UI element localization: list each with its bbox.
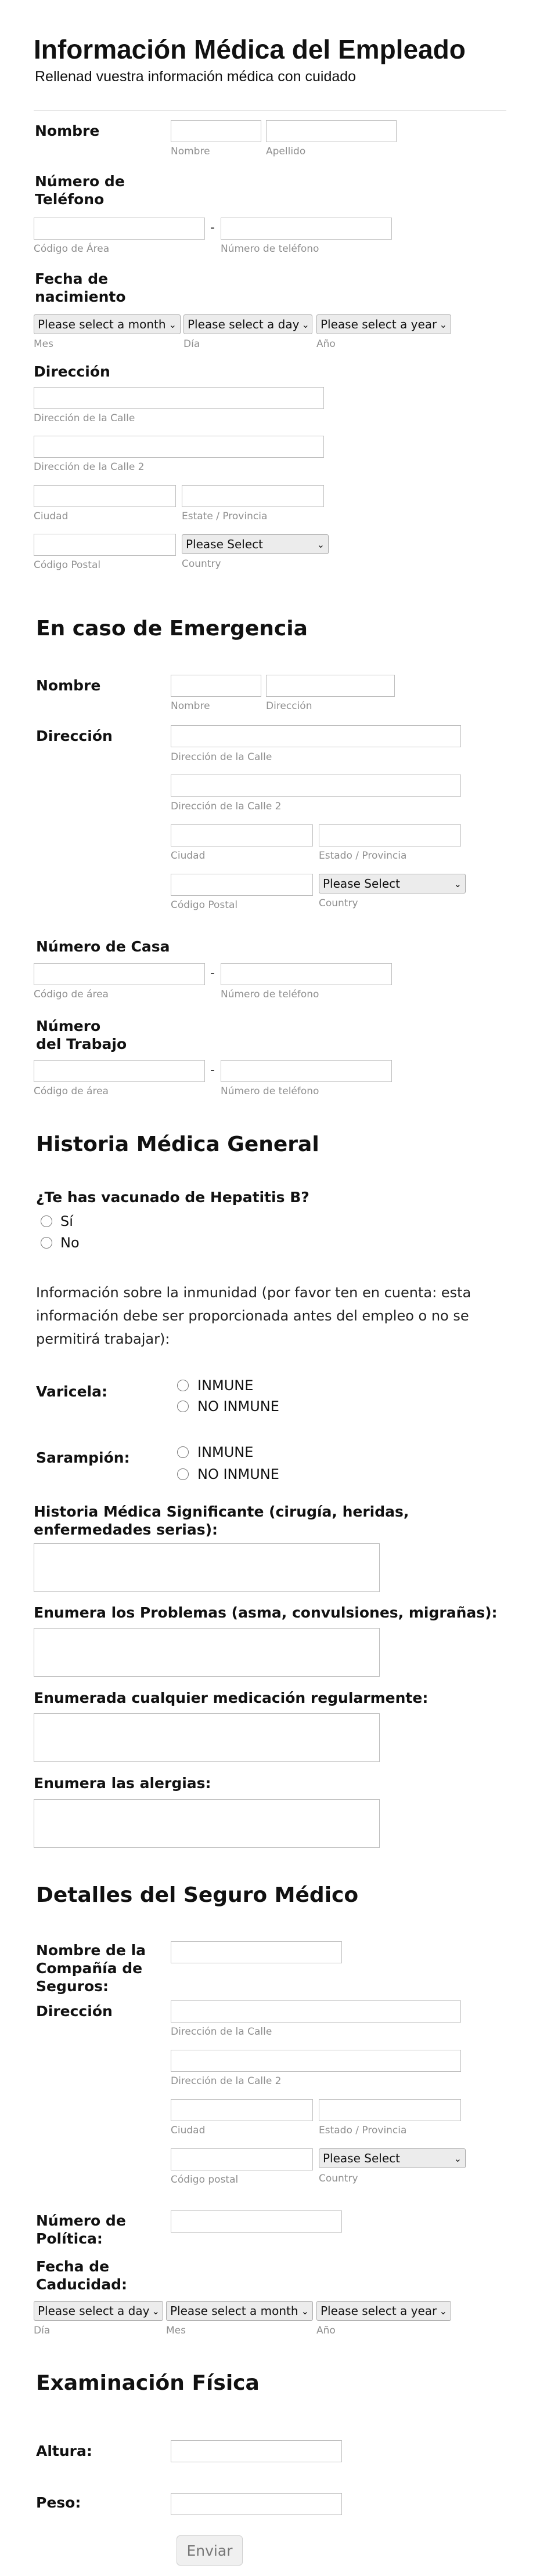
expiry-month-select[interactable]	[166, 2301, 313, 2321]
sarampion-not-immune-radio[interactable]	[177, 1468, 189, 1480]
insurance-postal-input[interactable]	[171, 2148, 313, 2170]
dob-year-sublabel: Año	[316, 338, 336, 350]
page-subtitle: Rellenad vuestra información médica con cuidado	[35, 68, 357, 85]
allergies-textarea[interactable]	[34, 1799, 380, 1848]
emergency-state-sublabel: Estado / Provincia	[319, 850, 407, 862]
dob-day-value: Please select a day	[188, 317, 300, 331]
phone-number-input[interactable]	[221, 218, 392, 240]
height-label: Altura:	[36, 2443, 92, 2459]
header-divider	[34, 110, 506, 111]
last-name-input[interactable]	[266, 120, 397, 142]
home-number-sublabel: Número de teléfono	[221, 989, 319, 1000]
country-sublabel: Country	[182, 558, 221, 570]
problems-label: Enumera los Problemas (asma, convulsiones, migrañas):	[34, 1604, 498, 1621]
allergies-label: Enumera las alergias:	[34, 1775, 211, 1792]
phone-number-sublabel: Número de teléfono	[221, 243, 319, 255]
sarampion-label: Sarampión:	[36, 1449, 130, 1466]
insurance-country-sublabel: Country	[319, 2173, 358, 2184]
weight-input[interactable]	[171, 2493, 342, 2515]
significant-history-label: Historia Médica Significante (cirugía, heridas, enfermedades serias):	[34, 1503, 409, 1538]
emergency-name-sublabel: Nombre	[171, 700, 210, 712]
insurance-city-input[interactable]	[171, 2099, 313, 2121]
phone-label: Número de Teléfono	[35, 173, 125, 208]
page-title: Información Médica del Empleado	[34, 34, 466, 64]
emergency-state-input[interactable]	[319, 824, 461, 846]
varicela-not-immune-radio[interactable]	[177, 1401, 189, 1412]
height-input[interactable]	[171, 2440, 342, 2462]
chevron-down-icon: ⌄	[453, 2152, 462, 2164]
emergency-name-label: Nombre	[36, 677, 101, 694]
varicela-immune-label: INMUNE	[197, 1377, 254, 1394]
insurance-city-sublabel: Ciudad	[171, 2125, 206, 2136]
insurance-postal-sublabel: Código postal	[171, 2174, 239, 2186]
chevron-down-icon: ⌄	[301, 2305, 309, 2317]
country-select[interactable]	[182, 534, 329, 554]
insurance-state-input[interactable]	[319, 2099, 461, 2121]
emergency-country-select[interactable]	[319, 874, 466, 893]
work-number-input[interactable]	[221, 1060, 392, 1082]
work-number-sublabel: Número de teléfono	[221, 1086, 319, 1097]
history-heading: Historia Médica General	[36, 1133, 319, 1156]
emergency-country-sublabel: Country	[319, 898, 358, 909]
insurance-company-input[interactable]	[171, 1941, 342, 1963]
home-area-code-sublabel: Código de área	[34, 989, 109, 1000]
last-name-sublabel: Apellido	[266, 146, 306, 157]
sarampion-immune-radio[interactable]	[177, 1446, 189, 1458]
expiry-year-sublabel: Año	[316, 2325, 336, 2336]
dob-year-value: Please select a year	[321, 317, 437, 331]
expiry-year-select[interactable]	[316, 2301, 451, 2321]
weight-label: Peso:	[36, 2494, 81, 2511]
emergency-address-inline-sublabel: Dirección	[266, 700, 312, 712]
expiry-day-select[interactable]	[34, 2301, 163, 2321]
hepatitis-question: ¿Te has vacunado de Hepatitis B?	[36, 1189, 309, 1206]
emergency-heading: En caso de Emergencia	[36, 617, 308, 641]
emergency-street-sublabel: Dirección de la Calle	[171, 751, 272, 763]
expiry-year-value: Please select a year	[321, 2304, 437, 2318]
dob-day-sublabel: Día	[183, 338, 200, 350]
expiry-month-value: Please select a month	[170, 2304, 298, 2318]
emergency-name-input[interactable]	[171, 675, 261, 697]
emergency-street2-sublabel: Dirección de la Calle 2	[171, 801, 282, 812]
insurance-country-value: Please Select	[323, 2151, 400, 2165]
hepatitis-no-radio[interactable]	[41, 1237, 52, 1249]
insurance-country-select[interactable]	[319, 2148, 466, 2168]
state-sublabel: Estate / Provincia	[182, 511, 268, 522]
chevron-down-icon: ⌄	[453, 878, 462, 889]
emergency-address-label: Dirección	[36, 728, 113, 744]
chevron-down-icon: ⌄	[439, 2305, 447, 2317]
home-phone-dash: -	[210, 966, 215, 981]
phone-area-code-sublabel: Código de Área	[34, 243, 110, 255]
city-input[interactable]	[34, 485, 176, 507]
dob-month-select[interactable]	[34, 314, 181, 334]
emergency-city-sublabel: Ciudad	[171, 850, 206, 862]
street-sublabel: Dirección de la Calle	[34, 413, 135, 424]
chevron-down-icon: ⌄	[168, 319, 177, 330]
insurance-street-sublabel: Dirección de la Calle	[171, 2026, 272, 2038]
policy-number-input[interactable]	[171, 2210, 342, 2233]
address-label: Dirección	[34, 363, 110, 380]
insurance-company-label: Nombre de la Compañía de Seguros:	[36, 1942, 146, 1995]
home-area-code-input[interactable]	[34, 963, 205, 985]
dob-month-sublabel: Mes	[34, 338, 53, 350]
expiry-date-label: Fecha de Caducidad:	[36, 2258, 127, 2293]
chevron-down-icon: ⌄	[301, 319, 309, 330]
chevron-down-icon: ⌄	[439, 319, 447, 330]
chevron-down-icon: ⌄	[316, 538, 325, 550]
street2-input[interactable]	[34, 436, 324, 458]
expiry-month-sublabel: Mes	[166, 2325, 186, 2336]
country-value: Please Select	[186, 537, 263, 551]
exam-heading: Examinación Física	[36, 2371, 260, 2395]
problems-textarea[interactable]	[34, 1628, 380, 1677]
policy-number-label: Número de Política:	[36, 2212, 126, 2247]
emergency-street2-input[interactable]	[171, 775, 461, 797]
varicela-immune-radio[interactable]	[177, 1380, 189, 1391]
varicela-not-immune-label: NO INMUNE	[197, 1398, 279, 1414]
immunity-info-text: Información sobre la inmunidad (por favor ten en cuenta: esta información debe ser proporcionada antes del empleo o no se permitirá trabajar):	[36, 1285, 471, 1347]
home-number-input[interactable]	[221, 963, 392, 985]
dob-day-select[interactable]	[183, 314, 312, 334]
varicela-label: Varicela:	[36, 1383, 107, 1400]
insurance-heading: Detalles del Seguro Médico	[36, 1883, 359, 1907]
emergency-address-inline-input[interactable]	[266, 675, 395, 697]
work-phone-dash: -	[210, 1063, 215, 1077]
postal-input[interactable]	[34, 534, 176, 556]
chevron-down-icon: ⌄	[152, 2305, 160, 2317]
work-area-code-input[interactable]	[34, 1060, 205, 1082]
emergency-country-value: Please Select	[323, 877, 400, 891]
state-input[interactable]	[182, 485, 324, 507]
medication-textarea[interactable]	[34, 1713, 380, 1762]
hepatitis-yes-radio[interactable]	[41, 1215, 52, 1227]
hepatitis-yes-label: Sí	[60, 1213, 73, 1229]
insurance-street2-input[interactable]	[171, 2050, 461, 2072]
insurance-street2-sublabel: Dirección de la Calle 2	[171, 2075, 282, 2087]
insurance-state-sublabel: Estado / Provincia	[319, 2125, 407, 2136]
insurance-address-label: Dirección	[36, 2003, 113, 2020]
postal-sublabel: Código Postal	[34, 559, 101, 571]
submit-button[interactable]: Enviar	[177, 2535, 243, 2566]
sarampion-immune-label: INMUNE	[197, 1444, 254, 1460]
street2-sublabel: Dirección de la Calle 2	[34, 461, 145, 473]
work-phone-label: Número del Trabajo	[36, 1018, 127, 1052]
significant-history-textarea[interactable]	[34, 1543, 380, 1592]
dob-year-select[interactable]	[316, 314, 451, 334]
phone-dash: -	[210, 220, 215, 235]
emergency-postal-sublabel: Código Postal	[171, 899, 238, 911]
work-area-code-sublabel: Código de área	[34, 1086, 109, 1097]
street-input[interactable]	[34, 387, 324, 409]
hepatitis-no-label: No	[60, 1235, 80, 1251]
name-label: Nombre	[35, 122, 100, 139]
emergency-street-input[interactable]	[171, 725, 461, 747]
expiry-day-sublabel: Día	[34, 2325, 51, 2336]
medication-label: Enumerada cualquier medicación regularmente:	[34, 1689, 429, 1706]
first-name-input[interactable]	[171, 120, 261, 142]
dob-label: Fecha de nacimiento	[35, 270, 126, 305]
home-phone-label: Número de Casa	[36, 938, 170, 955]
sarampion-not-immune-label: NO INMUNE	[197, 1466, 279, 1482]
expiry-day-value: Please select a day	[38, 2304, 150, 2318]
emergency-city-input[interactable]	[171, 824, 313, 846]
city-sublabel: Ciudad	[34, 511, 69, 522]
emergency-postal-input[interactable]	[171, 874, 313, 896]
phone-area-code-input[interactable]	[34, 218, 205, 240]
insurance-street-input[interactable]	[171, 2000, 461, 2023]
first-name-sublabel: Nombre	[171, 146, 210, 157]
dob-month-value: Please select a month	[38, 317, 166, 331]
